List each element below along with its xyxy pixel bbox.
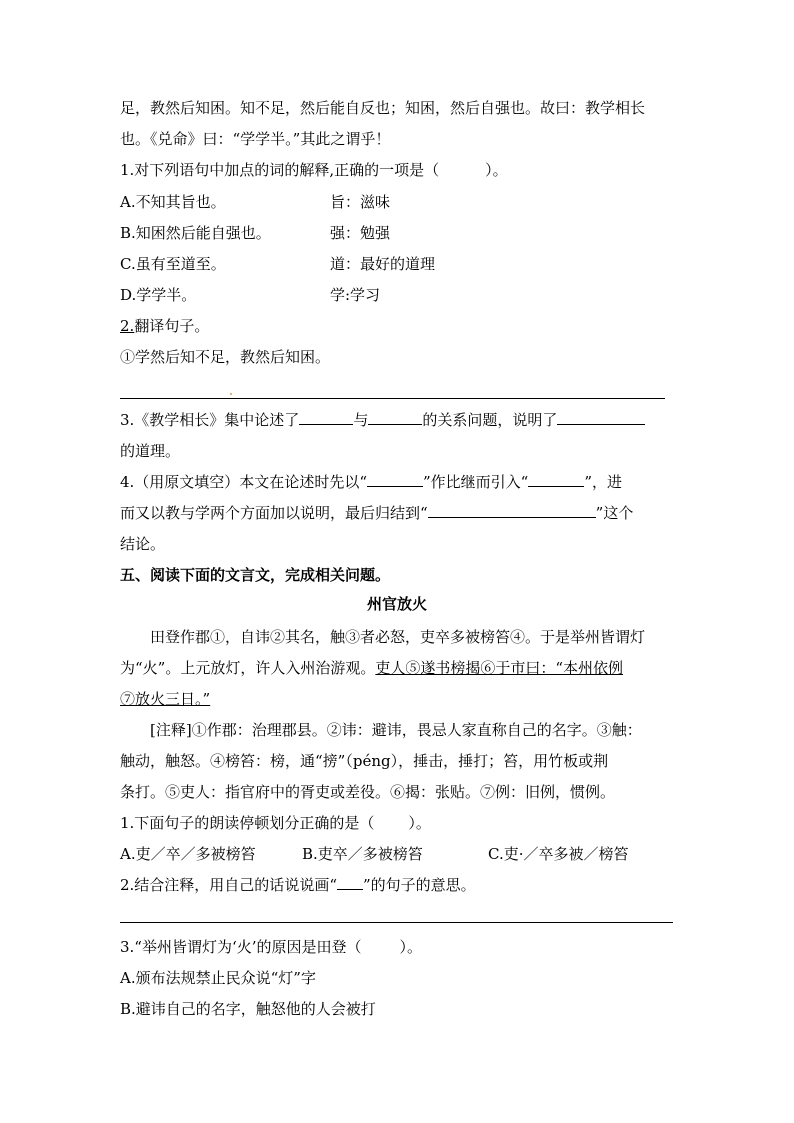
passage-text: 为“火”。上元放灯，许人入州治游观。 — [120, 659, 376, 677]
answer-blank[interactable] — [374, 815, 408, 828]
question-text: 1.下面句子的朗读停顿划分正确的是（ — [120, 814, 375, 832]
question-2-stem — [120, 316, 680, 336]
option-row — [120, 254, 680, 274]
answer-blank[interactable] — [367, 473, 423, 487]
question-text: 的关系问题，说明了 — [422, 411, 558, 429]
passage-line — [120, 658, 680, 678]
answer-blank[interactable] — [557, 411, 645, 425]
question-text: 而又以教与学两个方面加以说明，最后归结到“ — [120, 504, 428, 522]
option-text: C.虽有至道至。 — [120, 255, 226, 273]
question-4-line: 结论。 — [120, 535, 166, 553]
question-text: 3.《教学相长》集中论述了 — [120, 411, 300, 429]
option-meaning: 强：勉强 — [330, 224, 391, 242]
passage-line: 也。《兑命》曰：“学学半。”其此之谓乎！ — [120, 130, 391, 148]
option-b[interactable]: B.避讳自己的名字，触怒他的人会被打 — [120, 1000, 376, 1018]
passage-title: 州官放火 — [366, 595, 427, 613]
question-text: ”的句子的意思。 — [362, 876, 476, 894]
option-text: A.不知其旨也。 — [120, 193, 226, 211]
passage-line: 田登作郡①，自讳②其名，触③者必怒，吏卒多被榜笞④。于是举州皆谓灯 — [150, 628, 646, 646]
question-text: ”，进 — [584, 473, 622, 491]
section-heading: 五、阅读下面的文言文，完成相关问题。 — [120, 566, 391, 584]
option-meaning: 道：最好的道理 — [330, 255, 436, 273]
answer-blank[interactable] — [337, 876, 363, 890]
question-4-line — [120, 503, 680, 523]
question-4-line — [120, 472, 680, 492]
question-text: ”这个 — [595, 504, 634, 522]
answer-blank[interactable] — [428, 504, 596, 518]
stray-mark — [230, 393, 232, 395]
question-text: 4.（用原文填空）本文在论述时先以“ — [120, 473, 367, 491]
question-text: 与 — [353, 411, 369, 429]
option-meaning: 学:学习 — [330, 286, 381, 304]
option-a[interactable]: A.颁布法规禁止民众说“灯”字 — [120, 969, 316, 987]
question-text: 2.结合注释，用自己的话说说画“ — [120, 876, 337, 894]
notes-line: 条打。⑤吏人：指官府中的胥吏或差役。⑥揭：张贴。⑦例：旧例，惯例。 — [120, 783, 616, 801]
passage-line: 足，教然后知困。知不足，然后能自反也；知困，然后自强也。故曰：教学相长 — [120, 99, 646, 117]
underlined-sentence: 吏人⑤遂书榜揭⑥于市曰：“本州依例 — [375, 659, 624, 677]
answer-blank[interactable] — [368, 411, 422, 425]
question-text: ）。 — [399, 938, 423, 956]
option-meaning: 旨：滋味 — [330, 193, 391, 211]
answer-blank[interactable] — [439, 162, 485, 175]
option-row — [120, 285, 680, 305]
question-3-tail: 的道理。 — [120, 442, 181, 460]
s5-question-1-stem — [120, 813, 680, 833]
option-a[interactable]: A.吏／卒／多被榜笞 — [120, 845, 256, 863]
passage-line — [120, 689, 680, 709]
answer-blank[interactable] — [528, 473, 584, 487]
question-text: ）。 — [485, 161, 508, 179]
question-1-stem — [120, 160, 680, 180]
question-number: 2. — [120, 317, 135, 335]
answer-blank[interactable] — [362, 939, 400, 952]
option-row — [120, 844, 680, 864]
question-text: 3.“举州皆谓灯为‘火’的原因是田登（ — [120, 938, 362, 956]
s5-question-3-stem — [120, 937, 680, 957]
answer-line[interactable] — [120, 398, 665, 399]
option-text: B.知困然后能自强也。 — [120, 224, 271, 242]
question-text: 翻译句子。 — [134, 317, 210, 335]
notes-line: [注释]①作郡：治理郡县。②讳：避讳，畏忌人家直称自己的名字。③触： — [150, 721, 642, 739]
sentence-to-translate: ①学然后知不足，教然后知困。 — [120, 348, 331, 366]
s5-question-2-stem — [120, 875, 680, 895]
underlined-sentence: ⑦放火三日。” — [120, 690, 211, 708]
option-text: D.学学半。 — [120, 286, 197, 304]
option-row — [120, 223, 680, 243]
option-c[interactable]: C.吏·／卒多被／榜笞 — [488, 845, 629, 863]
answer-blank[interactable] — [299, 411, 353, 425]
notes-line: 触动，触怒。④榜笞：榜，通“搒”（péng），捶击，捶打；笞，用竹板或荆 — [120, 752, 609, 770]
option-row — [120, 192, 680, 212]
question-3-stem — [120, 410, 680, 430]
answer-line[interactable] — [120, 922, 673, 923]
option-b[interactable]: B.吏卒／多被榜笞 — [302, 845, 423, 863]
question-text: 1.对下列语句中加点的词的解释,正确的一项是（ — [120, 161, 440, 179]
question-text: ）。 — [408, 814, 431, 832]
question-text: ”作比继而引入“ — [422, 473, 529, 491]
